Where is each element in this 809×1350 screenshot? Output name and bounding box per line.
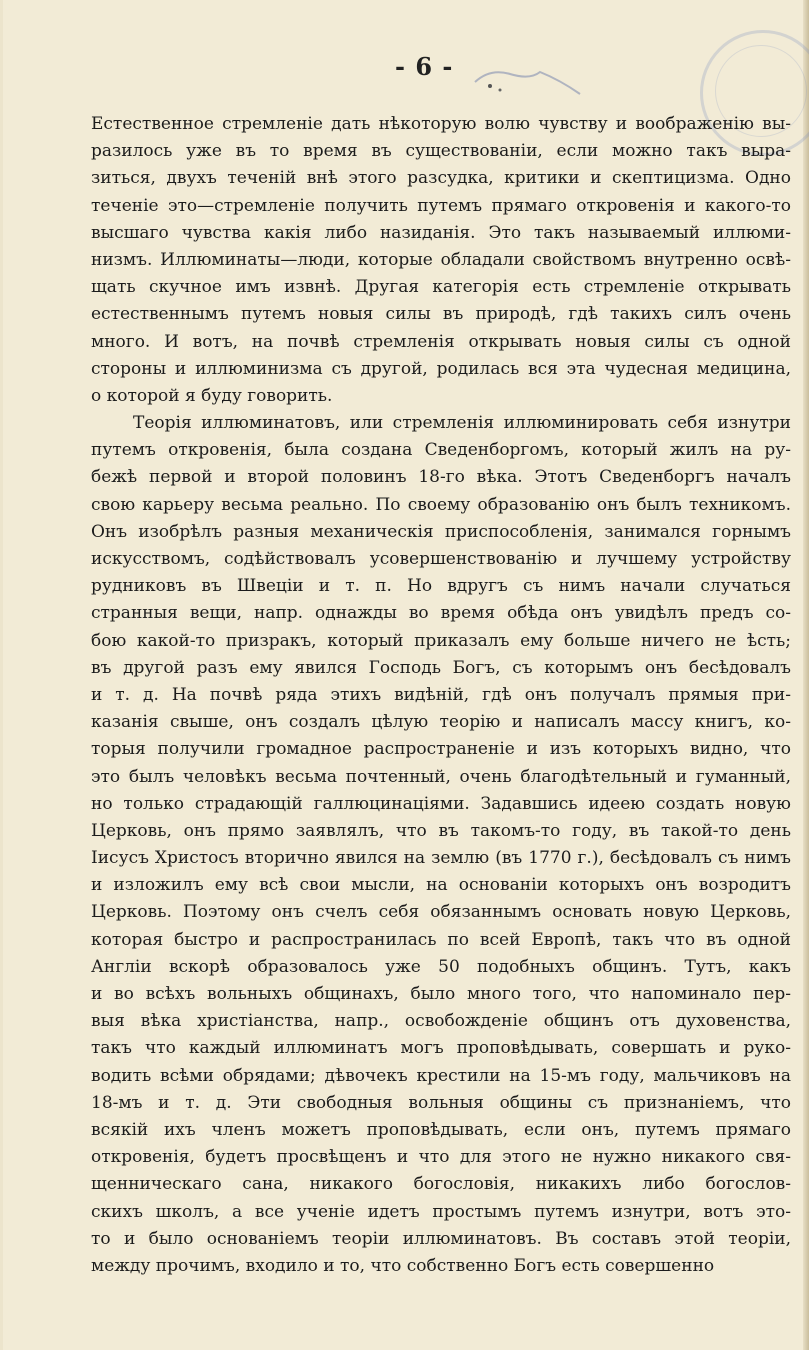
text-line: рудниковъ въ Швеціи и т. п. Но вдругъ съ нимъ начали случаться [91,576,791,597]
text-line: торыя получили громадное распространеніе и изъ которыхъ видно, что [91,739,791,760]
text-line: бою какой-то призракъ, который приказалъ ему больше ничего не ѣсть; [91,630,791,651]
text-line: это былъ человѣкъ весьма почтенный, очень благодѣтельный и гуманный, [91,766,791,787]
text-line: Естественное стремленіе дать нѣкоторую волю чувству и воображенію вы- [91,114,791,134]
text-line: зиться, двухъ теченій внѣ этого разсудка, критики и скептицизма. Одно [91,168,791,189]
text-line: и во всѣхъ вольныхъ общинахъ, было много того, что напоминало пер- [91,984,791,1004]
text-line: свою карьеру весьма реально. По своему образованію онъ былъ техникомъ. [91,494,791,515]
text-line: всякій ихъ членъ можетъ проповѣдывать, если онъ, путемъ прямаго [91,1119,791,1140]
text-line: Церковь. Поэтому онъ счелъ себя обязаннымъ основать новую Церковь, [91,902,791,923]
text-line: Церковь, онъ прямо заявлялъ, что въ такомъ-то году, въ такой-то день [91,820,791,841]
text-line: и т. д. На почвѣ ряда этихъ видѣній, гдѣ онъ получалъ прямыя при- [91,684,791,705]
text-line: водить всѣми обрядами; дѣвочекъ крестили на 15-мъ году, мальчиковъ на [91,1065,791,1086]
text-line: Англіи вскорѣ образовалось уже 50 подобныхъ общинъ. Тутъ, какъ [91,956,791,977]
ink-blot-mark [470,60,590,100]
text-line: бежѣ первой и второй половинъ 18-го вѣка. Этотъ Сведенборгъ началъ [91,467,791,488]
text-line: скихъ школъ, а все ученіе идетъ простымъ путемъ изнутри, вотъ это- [91,1201,791,1222]
text-line: естественнымъ путемъ новыя силы въ природѣ, гдѣ такихъ силъ очень [91,304,791,325]
text-line: но только страдающій галлюцинаціями. Задавшись идеею создать новую [91,793,791,814]
text-line: между прочимъ, входило и то, что собственно Богъ есть совершенно [91,1255,715,1276]
text-line: въ другой разъ ему явился Господь Богъ, съ которымъ онъ бесѣдовалъ [91,657,791,678]
text-line: Теорія иллюминатовъ, или стремленія иллюминировать себя изнутри [133,413,791,434]
page-left-edge [0,0,3,1350]
text-line: 18-мъ и т. д. Эти свободныя вольныя общины съ признаніемъ, что [91,1092,791,1113]
text-line: и изложилъ ему всѣ свои мысли, на основаніи которыхъ онъ возродитъ [91,875,791,896]
text-line: щенническаго сана, никакого богословія, никакихъ либо богослов- [91,1174,791,1195]
text-line: искусствомъ, содѣйствовалъ усовершенствованію и лучшему устройству [91,549,791,569]
text-line: Іисусъ Христосъ вторично явился на землю (въ 1770 г.), бесѣдовалъ съ нимъ [91,848,791,869]
text-line: откровенія, будетъ просвѣщенъ и что для этого не нужно никакого свя- [91,1147,791,1168]
text-line: теченіе это—стремленіе получить путемъ прямаго откровенія и какого-то [91,195,791,216]
text-line: которая быстро и распространилась по всей Европѣ, такъ что въ одной [91,929,791,950]
text-line: Онъ изобрѣлъ разныя механическія приспособленія, занимался горнымъ [91,521,791,542]
text-line: низмъ. Иллюминаты—люди, которые обладали свойствомъ внутренно освѣ- [91,249,791,270]
page-number: - 6 - [395,52,454,81]
text-line: высшаго чувства какія либо назиданія. Это такъ называемый иллюми- [91,222,791,243]
text-line: казанія свыше, онъ создалъ цѣлую теорію и написалъ массу книгъ, ко- [91,712,791,733]
text-line: выя вѣка христіанства, напр., освобожденіе общинъ отъ духовенства, [91,1011,791,1032]
text-line: щать скучное имъ извнѣ. Другая категорія есть стремленіе открывать [91,277,791,298]
text-line: разилось уже въ то время въ существованіи, если можно такъ выра- [91,141,791,162]
text-line: стороны и иллюминизма съ другой, родилась вся эта чудесная медицина, [91,358,791,379]
page-right-edge [803,0,809,1350]
text-line: такъ что каждый иллюминатъ могъ проповѣдывать, совершать и руко- [91,1038,791,1059]
body-text [91,111,791,1280]
text-line: о которой я буду говорить. [91,385,333,406]
text-line: странныя вещи, напр. однажды во время обѣда онъ увидѣлъ предъ со- [91,603,791,624]
text-line: много. И вотъ, на почвѣ стремленія открывать новыя силы съ одной [91,331,791,352]
text-line: путемъ откровенія, была создана Сведенборгомъ, который жилъ на ру- [91,440,791,461]
text-line: то и было основаніемъ теоріи иллюминатовъ. Въ составъ этой теоріи, [91,1228,791,1249]
